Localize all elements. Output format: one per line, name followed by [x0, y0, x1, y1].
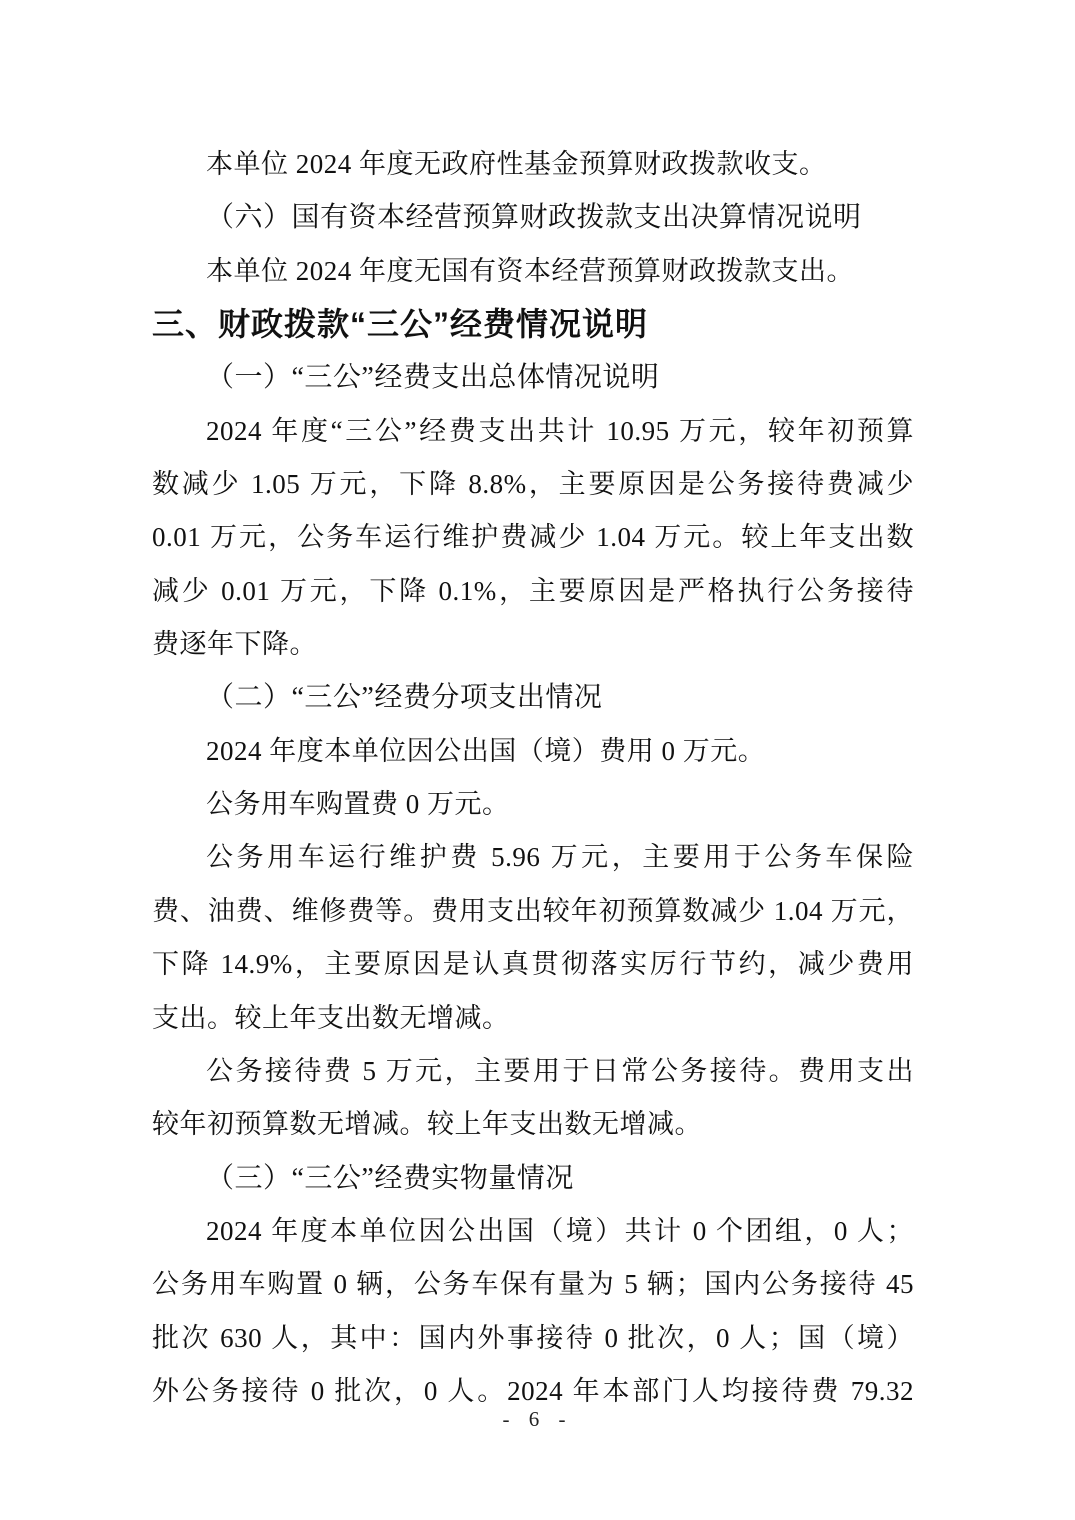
body-text-line: 费、油费、维修费等。费用支出较年初预算数减少 1.04 万元，	[152, 895, 914, 926]
document-content	[152, 138, 914, 1418]
body-text-line: 2024 年度本单位因公出国（境）费用 0 万元。	[206, 735, 766, 766]
body-text-line: 减少 0.01 万元，下降 0.1%，主要原因是严格执行公务接待	[152, 575, 914, 606]
subsection-heading: （一）“三公”经费支出总体情况说明	[206, 362, 660, 394]
body-text-line: 本单位 2024 年度无政府性基金预算财政拨款收支。	[206, 149, 827, 179]
subsection-heading: （六）国有资本经营预算财政拨款支出决算情况说明	[206, 202, 862, 234]
body-text-line: 公务用车购置 0 辆，公务车保有量为 5 辆；国内公务接待 45	[152, 1269, 914, 1300]
body-text-line: 0.01 万元，公务车运行维护费减少 1.04 万元。较上年支出数	[152, 522, 914, 553]
body-text-line: 批次 630 人，其中：国内外事接待 0 批次，0 人；国（境）	[152, 1322, 914, 1353]
body-text-line: 费逐年下降。	[152, 629, 317, 660]
body-text-line: 公务用车运行维护费 5.96 万元，主要用于公务车保险	[206, 842, 914, 873]
body-text-line: 本单位 2024 年度无国有资本经营预算财政拨款支出。	[206, 255, 854, 286]
section-heading: 三、财政拨款“三公”经费情况说明	[152, 306, 649, 343]
subsection-heading: （三）“三公”经费实物量情况	[206, 1162, 574, 1194]
body-text-line: 外公务接待 0 批次，0 人。2024 年本部门人均接待费 79.32	[152, 1375, 914, 1406]
body-text-line: 2024 年度“三公”经费支出共计 10.95 万元，较年初预算	[206, 415, 914, 446]
body-text-line: 支出。较上年支出数无增减。	[152, 1002, 510, 1033]
body-text-line: 下降 14.9%，主要原因是认真贯彻落实厉行节约，减少费用	[152, 949, 914, 980]
page-footer	[0, 1404, 1075, 1434]
page-number: - 6 -	[502, 1407, 573, 1431]
subsection-heading: （二）“三公”经费分项支出情况	[206, 682, 603, 714]
body-text-line: 2024 年度本单位因公出国（境）共计 0 个团组，0 人；	[206, 1215, 914, 1246]
body-text-line: 数减少 1.05 万元，下降 8.8%，主要原因是公务接待费减少	[152, 469, 914, 500]
body-text-line: 较年初预算数无增减。较上年支出数无增减。	[152, 1109, 702, 1140]
body-text-line: 公务接待费 5 万元，主要用于日常公务接待。费用支出	[206, 1055, 914, 1086]
body-text-line: 公务用车购置费 0 万元。	[206, 789, 510, 820]
